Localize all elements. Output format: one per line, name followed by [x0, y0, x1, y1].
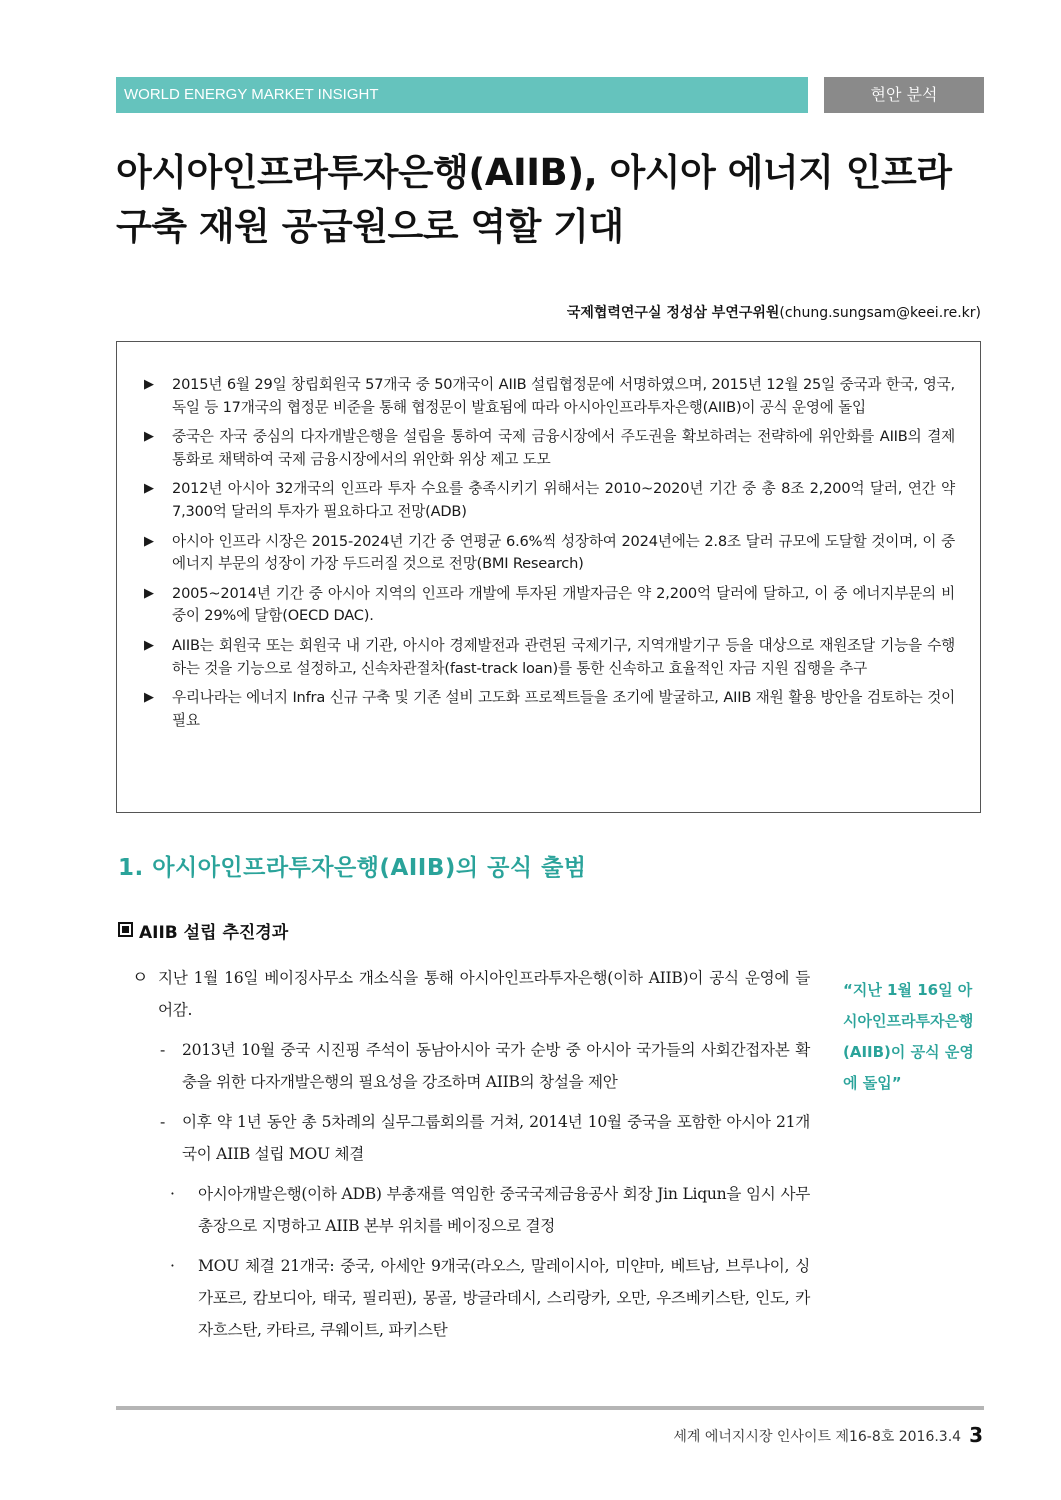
triangle-bullet-icon: ▶: [144, 481, 154, 497]
triangle-bullet-icon: ▶: [144, 585, 154, 601]
section-heading: 1. 아시아인프라투자은행(AIIB)의 공식 출범: [118, 855, 587, 881]
section-tag: 현안 분석: [824, 77, 984, 113]
journal-banner: WORLD ENERGY MARKET INSIGHT: [116, 77, 808, 113]
summary-item: ▶ AIIB는 회원국 또는 회원국 내 기관, 아시아 경제발전과 관련된 국제기구, 지역개발기구 등을 대상으로 재원조달 기능을 수행하는 것을 기능으로 설정하고, 신속차관절차(fast-track loan)를 통한 신속하고 효율적인 자금 지원 집행을 추구: [144, 636, 955, 677]
page-title: 아시아인프라투자은행(AIIB), 아시아 에너지 인프라 구축 재원 공급원으로 역할 기대: [116, 151, 952, 248]
pull-quote: “지난 1월 16일 아시아인프라투자은행(AIIB)이 공식 운영에 돌입”: [843, 981, 974, 1092]
paragraph-detail: · MOU 체결 21개국: 중국, 아세안 9개국(라오스, 말레이시아, 미얀마, 베트남, 브루나이, 싱가포르, 캄보디아, 태국, 필리핀), 몽골, 방글라데시, 스리랑카, 오만, 우즈베키스탄, 인도, 카자흐스탄, 카타르, 쿠웨이트, 파키스탄: [130, 1250, 810, 1346]
filled-square-icon: [118, 922, 133, 937]
triangle-bullet-icon: ▶: [144, 429, 154, 445]
paragraph-main: ㅇ 지난 1월 16일 베이징사무소 개소식을 통해 아시아인프라투자은행(이하 AIIB)이 공식 운영에 들어감.: [130, 962, 810, 1026]
circle-bullet-icon: ㅇ: [132, 968, 149, 988]
triangle-bullet-icon: ▶: [144, 533, 154, 549]
triangle-bullet-icon: ▶: [144, 690, 154, 706]
summary-box: [116, 341, 981, 813]
footer-publication: 세계 에너지시장 인사이트 제16-8호 2016.3.4: [673, 1429, 962, 1445]
summary-item: ▶ 아시아 인프라 시장은 2015-2024년 기간 중 연평균 6.6%씩 성장하여 2024년에는 2.8조 달러 규모에 도달할 것이며, 이 중 에너지 부문의 성장이 가장 두드러질 것으로 전망(BMI Research): [144, 532, 955, 573]
paragraph-sub: - 이후 약 1년 동안 총 5차례의 실무그룹회의를 거쳐, 2014년 10월 중국을 포함한 아시아 21개국이 AIIB 설립 MOU 체결: [130, 1106, 810, 1170]
author-email: (chung.sungsam@keei.re.kr): [779, 305, 981, 321]
paragraph-sub: - 2013년 10월 중국 시진핑 주석이 동남아시아 국가 순방 중 아시아 국가들의 사회간접자본 확충을 위한 다자개발은행의 필요성을 강조하며 AIIB의 창설을 제안: [130, 1034, 810, 1098]
dot-bullet: ·: [170, 1185, 175, 1203]
body-text: [130, 962, 810, 1346]
summary-list: [144, 374, 955, 732]
dash-bullet: -: [160, 1113, 165, 1131]
dash-bullet: -: [160, 1041, 165, 1059]
author: 국제협력연구실 정성삼 부연구위원: [566, 305, 780, 321]
footer-divider: [116, 1406, 984, 1410]
page-number: 3: [969, 1423, 983, 1447]
summary-item: ▶ 2005~2014년 기간 중 아시아 지역의 인프라 개발에 투자된 개발자금은 약 2,200억 달러에 달하고, 이 중 에너지부문의 비중이 29%에 달함(OECD DAC).: [144, 584, 955, 625]
footer: [673, 1422, 983, 1446]
summary-item: ▶ 우리나라는 에너지 Infra 신규 구축 및 기존 설비 고도화 프로젝트들을 조기에 발굴하고, AIIB 재원 활용 방안을 검토하는 것이 필요: [144, 689, 955, 729]
summary-item: ▶ 중국은 자국 중심의 다자개발은행을 설립을 통하여 국제 금융시장에서 주도권을 확보하려는 전략하에 위안화를 AIIB의 결제 통화로 채택하여 국제 금융시장에서의 위안화 위상 제고 도모: [144, 428, 955, 468]
triangle-bullet-icon: ▶: [144, 377, 154, 392]
paragraph-detail: · 아시아개발은행(이하 ADB) 부총재를 역임한 중국국제금융공사 회장 Jin Liqun을 임시 사무총장으로 지명하고 AIIB 본부 위치를 베이징으로 결정: [130, 1178, 810, 1242]
triangle-bullet-icon: ▶: [144, 637, 154, 653]
summary-item: ▶ 2015년 6월 29일 창립회원국 57개국 중 50개국이 AIIB 설립협정문에 서명하였으며, 2015년 12월 25일 중국과 한국, 영국, 독일 등 17개국의 협정문 비준을 통해 협정문이 발효됨에 따라 아시아인프라투자은행(AIIB)이 공식 운영에 돌입: [144, 376, 955, 416]
byline: [567, 302, 981, 322]
dot-bullet: ·: [170, 1257, 175, 1275]
subsection-heading: AIIB 설립 추진경과: [118, 918, 288, 943]
summary-item: ▶ 2012년 아시아 32개국의 인프라 투자 수요를 충족시키기 위해서는 2010~2020년 기간 중 총 8조 2,200억 달러, 연간 약 7,300억 달러의 투자가 필요하다고 전망(ADB): [144, 480, 955, 520]
